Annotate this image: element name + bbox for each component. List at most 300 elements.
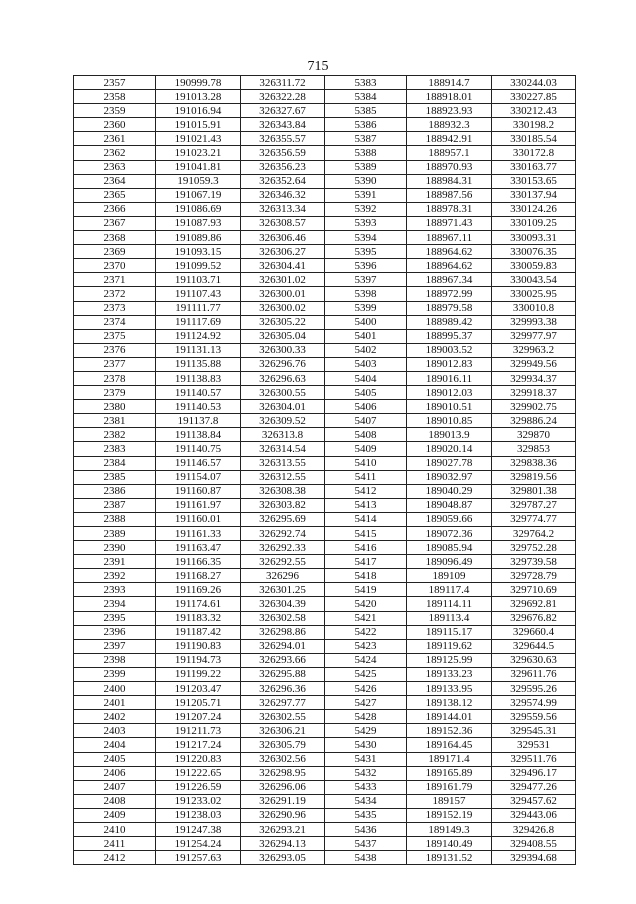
point-id-a-cell: 2390	[74, 541, 156, 555]
point-id-a-cell: 2386	[74, 484, 156, 498]
point-id-a-cell: 2396	[74, 625, 156, 639]
y-coord-b-cell: 330172.8	[492, 146, 576, 160]
x-coord-a-cell: 191099.52	[156, 259, 241, 273]
y-coord-b-cell: 329676.82	[492, 611, 576, 625]
point-id-b-cell: 5428	[325, 710, 407, 724]
x-coord-b-cell: 189085.94	[407, 541, 492, 555]
y-coord-a-cell: 326311.72	[241, 76, 325, 90]
y-coord-a-cell: 326293.05	[241, 851, 325, 865]
y-coord-b-cell: 330124.26	[492, 202, 576, 216]
y-coord-b-cell: 329819.56	[492, 470, 576, 484]
y-coord-b-cell: 329644.5	[492, 639, 576, 653]
x-coord-b-cell: 189117.4	[407, 583, 492, 597]
x-coord-a-cell: 191089.86	[156, 231, 241, 245]
table-row	[74, 301, 576, 315]
x-coord-b-cell: 189115.17	[407, 625, 492, 639]
x-coord-a-cell: 191138.84	[156, 428, 241, 442]
table-row	[74, 766, 576, 780]
y-coord-a-cell: 326313.8	[241, 428, 325, 442]
x-coord-a-cell: 191021.43	[156, 132, 241, 146]
point-id-b-cell: 5420	[325, 597, 407, 611]
y-coord-b-cell: 329394.68	[492, 851, 576, 865]
y-coord-a-cell: 326313.55	[241, 456, 325, 470]
point-id-b-cell: 5392	[325, 202, 407, 216]
y-coord-a-cell: 326301.02	[241, 273, 325, 287]
y-coord-a-cell: 326300.55	[241, 386, 325, 400]
y-coord-b-cell: 329853	[492, 442, 576, 456]
point-id-b-cell: 5422	[325, 625, 407, 639]
x-coord-a-cell: 191160.87	[156, 484, 241, 498]
point-id-b-cell: 5419	[325, 583, 407, 597]
y-coord-a-cell: 326355.57	[241, 132, 325, 146]
y-coord-b-cell: 330185.54	[492, 132, 576, 146]
point-id-b-cell: 5418	[325, 569, 407, 583]
x-coord-a-cell: 191166.35	[156, 555, 241, 569]
x-coord-b-cell: 189072.36	[407, 527, 492, 541]
point-id-a-cell: 2400	[74, 682, 156, 696]
x-coord-b-cell: 189140.49	[407, 837, 492, 851]
table-row	[74, 231, 576, 245]
x-coord-a-cell: 191067.19	[156, 188, 241, 202]
x-coord-a-cell: 191257.63	[156, 851, 241, 865]
x-coord-a-cell: 191220.83	[156, 752, 241, 766]
x-coord-a-cell: 191087.93	[156, 216, 241, 230]
x-coord-a-cell: 191138.83	[156, 371, 241, 385]
x-coord-a-cell: 191168.27	[156, 569, 241, 583]
point-id-a-cell: 2409	[74, 808, 156, 822]
x-coord-b-cell: 188967.34	[407, 273, 492, 287]
coordinate-table-body	[74, 76, 576, 865]
point-id-a-cell: 2362	[74, 146, 156, 160]
x-coord-a-cell: 191222.65	[156, 766, 241, 780]
table-row	[74, 245, 576, 259]
point-id-b-cell: 5434	[325, 794, 407, 808]
table-row	[74, 188, 576, 202]
x-coord-b-cell: 189016.11	[407, 371, 492, 385]
point-id-a-cell: 2361	[74, 132, 156, 146]
x-coord-a-cell: 191207.24	[156, 710, 241, 724]
point-id-a-cell: 2407	[74, 780, 156, 794]
point-id-a-cell: 2402	[74, 710, 156, 724]
point-id-a-cell: 2366	[74, 202, 156, 216]
point-id-b-cell: 5409	[325, 442, 407, 456]
point-id-b-cell: 5412	[325, 484, 407, 498]
table-row	[74, 287, 576, 301]
point-id-a-cell: 2358	[74, 90, 156, 104]
y-coord-a-cell: 326292.74	[241, 527, 325, 541]
point-id-a-cell: 2365	[74, 188, 156, 202]
table-row	[74, 808, 576, 822]
point-id-a-cell: 2381	[74, 414, 156, 428]
x-coord-b-cell: 189133.95	[407, 682, 492, 696]
y-coord-b-cell: 329993.38	[492, 315, 576, 329]
table-row	[74, 428, 576, 442]
point-id-a-cell: 2410	[74, 822, 156, 836]
x-coord-a-cell: 191199.22	[156, 667, 241, 681]
x-coord-a-cell: 191187.42	[156, 625, 241, 639]
x-coord-a-cell: 191023.21	[156, 146, 241, 160]
x-coord-b-cell: 189114.11	[407, 597, 492, 611]
point-id-a-cell: 2363	[74, 160, 156, 174]
point-id-a-cell: 2374	[74, 315, 156, 329]
x-coord-b-cell: 189012.03	[407, 386, 492, 400]
point-id-b-cell: 5395	[325, 245, 407, 259]
point-id-b-cell: 5398	[325, 287, 407, 301]
x-coord-b-cell: 188942.91	[407, 132, 492, 146]
y-coord-a-cell: 326343.84	[241, 118, 325, 132]
y-coord-b-cell: 330109.25	[492, 216, 576, 230]
x-coord-b-cell: 189020.14	[407, 442, 492, 456]
point-id-a-cell: 2368	[74, 231, 156, 245]
table-row	[74, 738, 576, 752]
x-coord-b-cell: 188964.62	[407, 245, 492, 259]
point-id-a-cell: 2387	[74, 498, 156, 512]
point-id-a-cell: 2371	[74, 273, 156, 287]
x-coord-a-cell: 191233.02	[156, 794, 241, 808]
table-row	[74, 611, 576, 625]
x-coord-a-cell: 191107.43	[156, 287, 241, 301]
y-coord-b-cell: 330010.8	[492, 301, 576, 315]
x-coord-b-cell: 188987.56	[407, 188, 492, 202]
x-coord-a-cell: 191211.73	[156, 724, 241, 738]
y-coord-b-cell: 330227.85	[492, 90, 576, 104]
y-coord-b-cell: 329408.55	[492, 837, 576, 851]
y-coord-a-cell: 326291.19	[241, 794, 325, 808]
x-coord-b-cell: 189096.49	[407, 555, 492, 569]
y-coord-b-cell: 329496.17	[492, 766, 576, 780]
table-row	[74, 512, 576, 526]
x-coord-b-cell: 188989.42	[407, 315, 492, 329]
point-id-b-cell: 5400	[325, 315, 407, 329]
y-coord-a-cell: 326292.55	[241, 555, 325, 569]
y-coord-b-cell: 329801.38	[492, 484, 576, 498]
table-row	[74, 780, 576, 794]
point-id-b-cell: 5430	[325, 738, 407, 752]
y-coord-a-cell: 326309.52	[241, 414, 325, 428]
point-id-b-cell: 5406	[325, 400, 407, 414]
x-coord-b-cell: 188918.01	[407, 90, 492, 104]
y-coord-b-cell: 329977.97	[492, 329, 576, 343]
x-coord-a-cell: 191190.83	[156, 639, 241, 653]
y-coord-a-cell: 326298.86	[241, 625, 325, 639]
point-id-a-cell: 2367	[74, 216, 156, 230]
x-coord-a-cell: 191137.8	[156, 414, 241, 428]
point-id-a-cell: 2383	[74, 442, 156, 456]
point-id-a-cell: 2385	[74, 470, 156, 484]
point-id-b-cell: 5415	[325, 527, 407, 541]
point-id-b-cell: 5396	[325, 259, 407, 273]
y-coord-a-cell: 326292.33	[241, 541, 325, 555]
point-id-b-cell: 5431	[325, 752, 407, 766]
y-coord-b-cell: 330244.03	[492, 76, 576, 90]
y-coord-a-cell: 326356.23	[241, 160, 325, 174]
table-row	[74, 569, 576, 583]
x-coord-b-cell: 188932.3	[407, 118, 492, 132]
y-coord-b-cell: 329710.69	[492, 583, 576, 597]
point-id-b-cell: 5433	[325, 780, 407, 794]
point-id-a-cell: 2391	[74, 555, 156, 569]
y-coord-b-cell: 329531	[492, 738, 576, 752]
x-coord-a-cell: 191016.94	[156, 104, 241, 118]
point-id-a-cell: 2405	[74, 752, 156, 766]
x-coord-a-cell: 190999.78	[156, 76, 241, 90]
x-coord-b-cell: 189149.3	[407, 822, 492, 836]
x-coord-b-cell: 189157	[407, 794, 492, 808]
x-coord-a-cell: 191140.57	[156, 386, 241, 400]
x-coord-b-cell: 189027.78	[407, 456, 492, 470]
y-coord-a-cell: 326304.01	[241, 400, 325, 414]
y-coord-a-cell: 326305.22	[241, 315, 325, 329]
point-id-a-cell: 2359	[74, 104, 156, 118]
table-row	[74, 259, 576, 273]
x-coord-a-cell: 191131.13	[156, 343, 241, 357]
x-coord-a-cell: 191154.07	[156, 470, 241, 484]
table-row	[74, 498, 576, 512]
x-coord-b-cell: 188979.58	[407, 301, 492, 315]
x-coord-b-cell: 189131.52	[407, 851, 492, 865]
point-id-a-cell: 2389	[74, 527, 156, 541]
point-id-b-cell: 5435	[325, 808, 407, 822]
x-coord-a-cell: 191059.3	[156, 174, 241, 188]
y-coord-b-cell: 330059.83	[492, 259, 576, 273]
point-id-b-cell: 5387	[325, 132, 407, 146]
point-id-a-cell: 2392	[74, 569, 156, 583]
x-coord-b-cell: 188964.62	[407, 259, 492, 273]
y-coord-b-cell: 329443.06	[492, 808, 576, 822]
table-row	[74, 583, 576, 597]
x-coord-a-cell: 191135.88	[156, 357, 241, 371]
y-coord-b-cell: 329934.37	[492, 371, 576, 385]
point-id-a-cell: 2411	[74, 837, 156, 851]
x-coord-b-cell: 188914.7	[407, 76, 492, 90]
point-id-b-cell: 5388	[325, 146, 407, 160]
table-row	[74, 357, 576, 371]
point-id-b-cell: 5393	[325, 216, 407, 230]
y-coord-a-cell: 326346.32	[241, 188, 325, 202]
x-coord-b-cell: 189032.97	[407, 470, 492, 484]
table-row	[74, 216, 576, 230]
x-coord-a-cell: 191093.15	[156, 245, 241, 259]
y-coord-b-cell: 330212.43	[492, 104, 576, 118]
table-row	[74, 400, 576, 414]
point-id-a-cell: 2394	[74, 597, 156, 611]
y-coord-a-cell: 326302.58	[241, 611, 325, 625]
y-coord-b-cell: 329660.4	[492, 625, 576, 639]
point-id-a-cell: 2370	[74, 259, 156, 273]
y-coord-a-cell: 326314.54	[241, 442, 325, 456]
x-coord-b-cell: 189125.99	[407, 653, 492, 667]
x-coord-a-cell: 191247.38	[156, 822, 241, 836]
x-coord-a-cell: 191217.24	[156, 738, 241, 752]
x-coord-b-cell: 189152.36	[407, 724, 492, 738]
x-coord-b-cell: 189138.12	[407, 696, 492, 710]
table-row	[74, 851, 576, 865]
x-coord-b-cell: 189164.45	[407, 738, 492, 752]
y-coord-a-cell: 326302.56	[241, 752, 325, 766]
point-id-b-cell: 5429	[325, 724, 407, 738]
y-coord-b-cell: 330163.77	[492, 160, 576, 174]
y-coord-b-cell: 329787.27	[492, 498, 576, 512]
y-coord-a-cell: 326293.66	[241, 653, 325, 667]
x-coord-b-cell: 188957.1	[407, 146, 492, 160]
y-coord-b-cell: 330043.54	[492, 273, 576, 287]
y-coord-b-cell: 329764.2	[492, 527, 576, 541]
table-row	[74, 132, 576, 146]
point-id-b-cell: 5383	[325, 76, 407, 90]
point-id-b-cell: 5401	[325, 329, 407, 343]
point-id-a-cell: 2384	[74, 456, 156, 470]
point-id-a-cell: 2369	[74, 245, 156, 259]
table-row	[74, 118, 576, 132]
point-id-b-cell: 5384	[325, 90, 407, 104]
point-id-b-cell: 5391	[325, 188, 407, 202]
table-row	[74, 76, 576, 90]
x-coord-b-cell: 189171.4	[407, 752, 492, 766]
x-coord-a-cell: 191140.53	[156, 400, 241, 414]
x-coord-a-cell: 191169.26	[156, 583, 241, 597]
y-coord-a-cell: 326294.01	[241, 639, 325, 653]
point-id-b-cell: 5405	[325, 386, 407, 400]
x-coord-b-cell: 189109	[407, 569, 492, 583]
point-id-a-cell: 2412	[74, 851, 156, 865]
point-id-b-cell: 5389	[325, 160, 407, 174]
table-row	[74, 371, 576, 385]
point-id-b-cell: 5385	[325, 104, 407, 118]
y-coord-a-cell: 326313.34	[241, 202, 325, 216]
y-coord-b-cell: 329774.77	[492, 512, 576, 526]
point-id-a-cell: 2357	[74, 76, 156, 90]
x-coord-a-cell: 191086.69	[156, 202, 241, 216]
x-coord-a-cell: 191161.97	[156, 498, 241, 512]
table-row	[74, 174, 576, 188]
x-coord-b-cell: 188923.93	[407, 104, 492, 118]
table-row	[74, 724, 576, 738]
point-id-b-cell: 5403	[325, 357, 407, 371]
y-coord-a-cell: 326303.82	[241, 498, 325, 512]
point-id-b-cell: 5436	[325, 822, 407, 836]
x-coord-a-cell: 191205.71	[156, 696, 241, 710]
x-coord-a-cell: 191238.03	[156, 808, 241, 822]
x-coord-a-cell: 191117.69	[156, 315, 241, 329]
point-id-a-cell: 2360	[74, 118, 156, 132]
x-coord-b-cell: 189113.4	[407, 611, 492, 625]
x-coord-a-cell: 191163.47	[156, 541, 241, 555]
x-coord-a-cell: 191041.81	[156, 160, 241, 174]
point-id-b-cell: 5421	[325, 611, 407, 625]
point-id-a-cell: 2401	[74, 696, 156, 710]
x-coord-b-cell: 189119.62	[407, 639, 492, 653]
x-coord-b-cell: 189013.9	[407, 428, 492, 442]
table-row	[74, 710, 576, 724]
x-coord-a-cell: 191103.71	[156, 273, 241, 287]
x-coord-b-cell: 188978.31	[407, 202, 492, 216]
y-coord-b-cell: 329838.36	[492, 456, 576, 470]
x-coord-a-cell: 191254.24	[156, 837, 241, 851]
table-row	[74, 484, 576, 498]
point-id-b-cell: 5438	[325, 851, 407, 865]
x-coord-b-cell: 188984.31	[407, 174, 492, 188]
y-coord-a-cell: 326301.25	[241, 583, 325, 597]
y-coord-a-cell: 326300.33	[241, 343, 325, 357]
x-coord-a-cell: 191013.28	[156, 90, 241, 104]
table-row	[74, 667, 576, 681]
table-row	[74, 90, 576, 104]
point-id-b-cell: 5397	[325, 273, 407, 287]
y-coord-a-cell: 326300.02	[241, 301, 325, 315]
point-id-b-cell: 5402	[325, 343, 407, 357]
table-row	[74, 329, 576, 343]
y-coord-b-cell: 329595.26	[492, 682, 576, 696]
table-row	[74, 456, 576, 470]
y-coord-b-cell: 330093.31	[492, 231, 576, 245]
x-coord-a-cell: 191194.73	[156, 653, 241, 667]
point-id-b-cell: 5414	[325, 512, 407, 526]
y-coord-b-cell: 329739.58	[492, 555, 576, 569]
table-row	[74, 414, 576, 428]
point-id-b-cell: 5390	[325, 174, 407, 188]
point-id-a-cell: 2403	[74, 724, 156, 738]
y-coord-b-cell: 330198.2	[492, 118, 576, 132]
point-id-b-cell: 5417	[325, 555, 407, 569]
table-row	[74, 527, 576, 541]
x-coord-b-cell: 189165.89	[407, 766, 492, 780]
x-coord-b-cell: 189152.19	[407, 808, 492, 822]
x-coord-b-cell: 188971.43	[407, 216, 492, 230]
point-id-a-cell: 2395	[74, 611, 156, 625]
table-row	[74, 639, 576, 653]
point-id-a-cell: 2364	[74, 174, 156, 188]
y-coord-b-cell: 329902.75	[492, 400, 576, 414]
y-coord-b-cell: 330076.35	[492, 245, 576, 259]
y-coord-a-cell: 326304.41	[241, 259, 325, 273]
y-coord-b-cell: 330153.65	[492, 174, 576, 188]
x-coord-b-cell: 189161.79	[407, 780, 492, 794]
point-id-b-cell: 5424	[325, 653, 407, 667]
point-id-b-cell: 5416	[325, 541, 407, 555]
point-id-a-cell: 2379	[74, 386, 156, 400]
y-coord-a-cell: 326300.01	[241, 287, 325, 301]
y-coord-b-cell: 329426.8	[492, 822, 576, 836]
y-coord-a-cell: 326306.21	[241, 724, 325, 738]
point-id-a-cell: 2378	[74, 371, 156, 385]
y-coord-b-cell: 329574.99	[492, 696, 576, 710]
table-row	[74, 541, 576, 555]
y-coord-a-cell: 326298.95	[241, 766, 325, 780]
point-id-b-cell: 5437	[325, 837, 407, 851]
y-coord-b-cell: 329630.63	[492, 653, 576, 667]
y-coord-a-cell: 326302.55	[241, 710, 325, 724]
point-id-b-cell: 5413	[325, 498, 407, 512]
y-coord-b-cell: 329457.62	[492, 794, 576, 808]
table-row	[74, 442, 576, 456]
x-coord-a-cell: 191124.92	[156, 329, 241, 343]
point-id-a-cell: 2382	[74, 428, 156, 442]
x-coord-b-cell: 189010.85	[407, 414, 492, 428]
point-id-b-cell: 5394	[325, 231, 407, 245]
point-id-a-cell: 2380	[74, 400, 156, 414]
x-coord-b-cell: 189048.87	[407, 498, 492, 512]
point-id-b-cell: 5408	[325, 428, 407, 442]
x-coord-a-cell: 191161.33	[156, 527, 241, 541]
y-coord-a-cell: 326295.69	[241, 512, 325, 526]
x-coord-a-cell: 191146.57	[156, 456, 241, 470]
table-row	[74, 752, 576, 766]
table-row	[74, 794, 576, 808]
table-row	[74, 597, 576, 611]
x-coord-a-cell: 191203.47	[156, 682, 241, 696]
x-coord-a-cell: 191183.32	[156, 611, 241, 625]
table-row	[74, 104, 576, 118]
